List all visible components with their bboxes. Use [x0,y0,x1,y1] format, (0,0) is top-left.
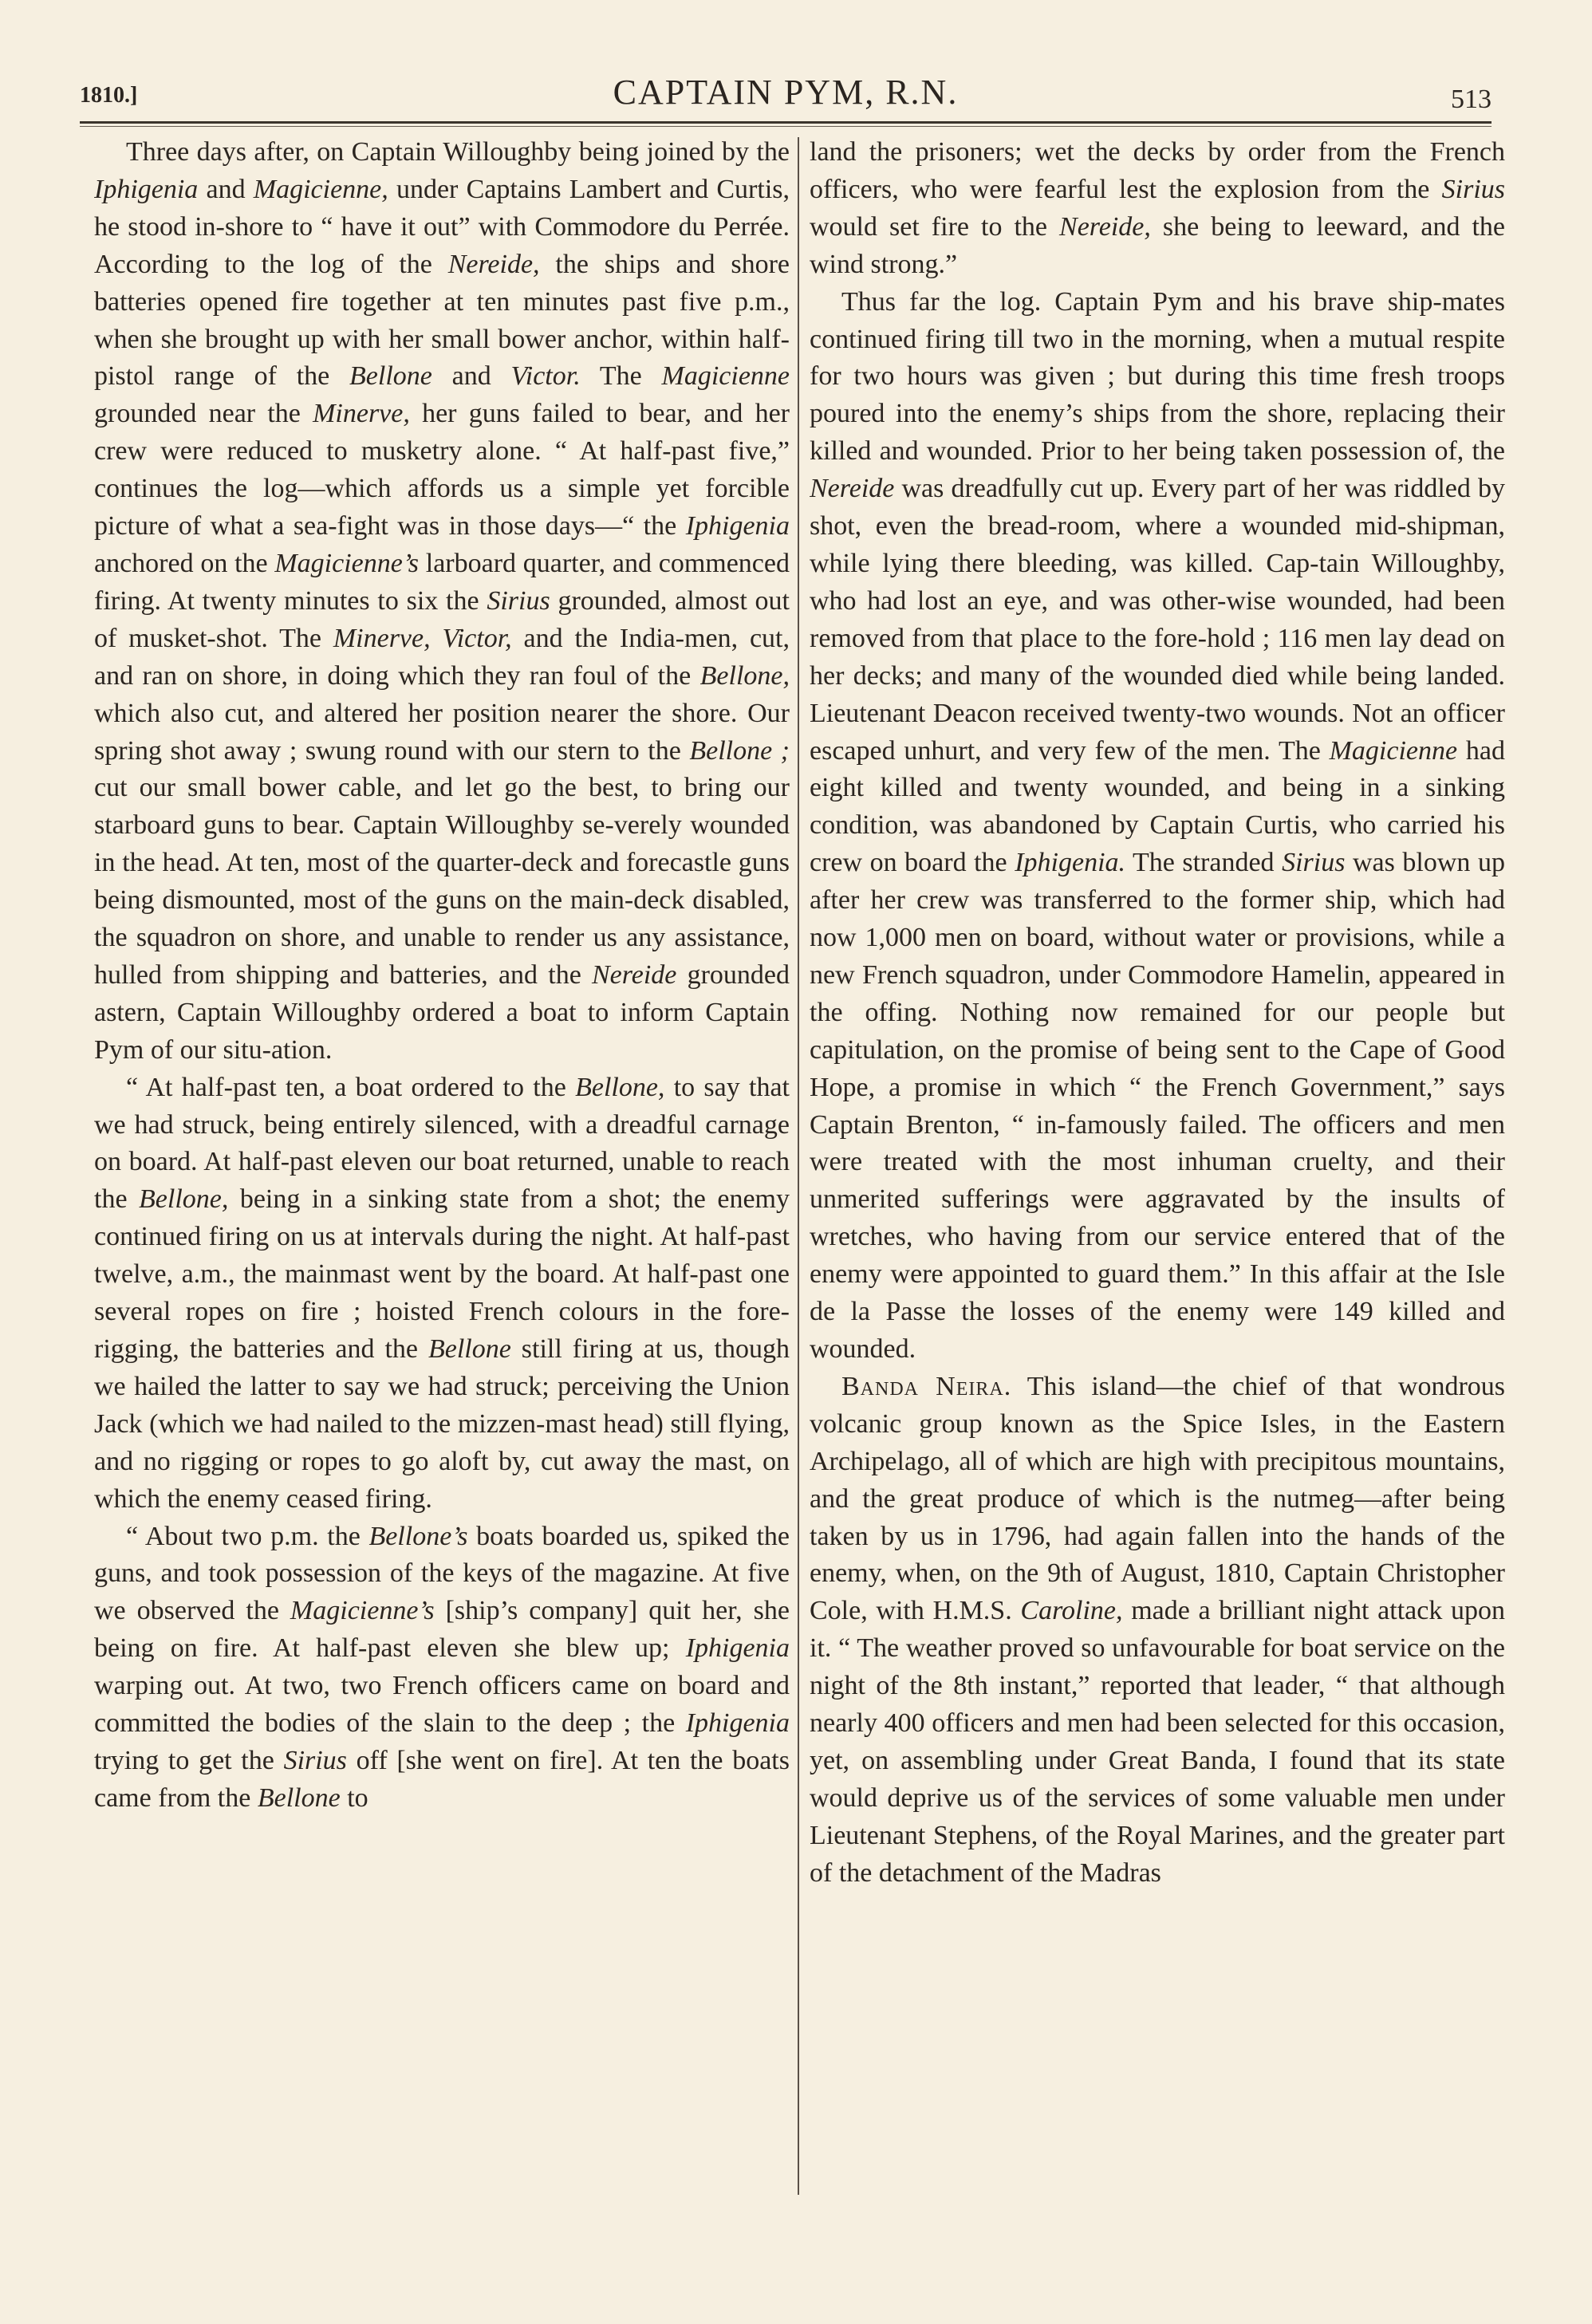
italic-ship-name: Sirius [1282,848,1346,878]
text-run: which also cut, and altered her position nearer the shore. Our spring shot away ; swung round with our stern to the [94,698,790,766]
italic-ship-name: Magicienne’s [274,548,420,578]
italic-ship-name: Sirius [1441,174,1505,204]
italic-ship-name: Nereide, [1059,211,1151,242]
text-run: anchored on the [94,548,275,578]
italic-ship-name: Magicienne [661,361,790,392]
italic-ship-name: Victor, [442,623,512,653]
text-run: [ship’s company] quit her, she being on fire. At half-past eleven she blew up; [94,1596,790,1664]
text-run: and the India-men, cut, and ran on shore, in doing which they ran foul of the [94,623,790,691]
italic-ship-name: Iphigenia [94,174,199,204]
italic-ship-name: Bellone [257,1782,341,1813]
running-header [80,72,1492,120]
italic-ship-name: Magicienne, [253,174,388,204]
italic-ship-name: Minerve, [333,623,431,653]
text-run: The [580,361,662,392]
text-run: the ships and shore batteries opened fire together at ten minutes past five p.m., when she brought up with her small bower anchor, within half-pistol range of the [94,249,790,392]
text-run: being in a sinking state from a shot; the enemy continued firing on us at intervals during the night. At half-past twelve, a.m., the mainmast went by the board. At half-past one several ropes on fire ; hoisted French colours in the fore-rigging, the batteries and the [94,1184,790,1364]
text-run: grounded astern, Captain Willoughby ordered a boat to inform Captain Pym of our situ-ation. [94,959,790,1065]
right-column [810,134,1505,2204]
text-run: “ At half-past ten, a boat ordered to the [126,1072,576,1102]
paragraph [94,134,790,1069]
italic-ship-name: Iphigenia [685,1633,790,1664]
left-column [94,134,790,2204]
column-divider [798,137,799,2195]
text-run: was blown up after her crew was transferred to the former ship, which had now 1,000 men on board, without water or provisions, while a new French squadron, under Commodore Hamelin, appeared in the offing. Nothing now remained for our people but capitulation, on the promise of being sent to the Cape of Good Hope, a promise in which “ the French Government,” says Captain Brenton, “ in-famously failed. The officers and men were treated with the most inhuman cruelty, and their unmerited sufferings were aggravated by the insults of wretches, who having from our service entered that of the enemy were appointed to guard them.” In this affair at the Isle de la Passe the losses of the enemy were 149 killed and wounded. [810,848,1505,1364]
italic-ship-name: Nereide [592,959,677,990]
text-run: her guns failed to bear, and her crew were reduced to musketry alone. “ At half-past five,” continues the log—which affords us a simple yet forcible picture of what a sea-fight was in those days—“ the [94,399,790,542]
text-run: trying to get the [94,1745,284,1775]
page-number: 513 [1451,85,1492,114]
text-run: she being to leeward, and the wind strong.” [810,211,1505,279]
italic-ship-name: Caroline, [1020,1596,1123,1626]
italic-ship-name: Sirius [487,585,550,616]
text-run: still firing at us, though we hailed the latter to say we had struck; perceiving the Union Jack (which we had nailed to the mizzen-mast head) still flying, and no rigging or ropes to go aloft by, cut away the mast, on which the enemy ceased firing. [94,1334,790,1514]
italic-ship-name: Minerve, [313,399,410,429]
italic-ship-name: Magicienne’s [290,1596,435,1626]
header-year: 1810.] [80,83,138,108]
text-run [431,624,443,653]
text-run: The stranded [1125,848,1283,878]
italic-ship-name: Bellone, [575,1072,665,1102]
paragraph [94,1518,790,1818]
text-run: would set fire to the [810,211,1060,242]
text-run: land the prisoners; wet the decks by order from the French officers, who were fearful lest the explosion from the [810,137,1505,204]
italic-ship-name: Bellone [349,361,432,392]
italic-ship-name: Bellone ; [689,735,790,766]
text-run: “ About two p.m. the [126,1521,369,1551]
italic-ship-name: Victor. [510,361,581,392]
text-run: Three days after, on Captain Willoughby being joined by the [126,137,790,167]
italic-ship-name: Bellone [428,1334,511,1364]
header-rule-thin [80,126,1492,127]
text-run: off [she went on fire]. At ten the boats came from the [94,1745,790,1813]
text-run: larboard quarter, and commenced firing. At twenty minutes to six the [94,548,790,616]
italic-ship-name: Bellone, [699,660,790,691]
text-run: cut our small bower cable, and let go the best, to bring our starboard guns to bear. Captain Willoughby se-verely wounded in the head. At ten, most of the quarter-deck and forecastle guns being dismounted, most of the guns on the main-deck disabled, the squadron on shore, and unable to render us any assistance, hulled from shipping and batteries, and the [94,773,790,990]
italic-ship-name: Sirius [283,1745,347,1775]
text-run: made a brilliant night attack upon it. “ The weather proved so unfavourable for boat service on the night of the 8th instant,” reported that leader, “ that although nearly 400 officers and men had been selected for this occasion, yet, on assembling under Great Banda, I found that its state would deprive us of the services of some valuable men under Lieutenant Stephens, of the Royal Marines, and the greater part of the detachment of the Madras [810,1596,1505,1888]
italic-ship-name: Nereide [810,474,895,504]
text-run: Thus far the log. Captain Pym and his brave ship-mates continued firing till two in the morning, when a mutual respite for two hours was given ; but during this time fresh troops poured into the enemy’s ships from the shore, replacing their killed and wounded. Prior to her being taken possession of, the [810,286,1505,467]
text-run: to [340,1782,368,1813]
text-run: had eight killed and twenty wounded, and being in a sinking condition, was abandoned by Captain Curtis, who carried his crew on board the [810,735,1505,878]
text-run: grounded near the [94,399,313,429]
paragraph [810,284,1505,1369]
header-title: CAPTAIN PYM, R.N. [613,73,959,112]
paragraph [810,134,1505,284]
text-run: under Captains Lambert and Curtis, he stood in-shore to “ have it out” with Commodore du Perrée. According to the log of the [94,174,790,279]
italic-ship-name: Magicienne [1329,735,1458,766]
text-run: was dreadfully cut up. Every part of her was riddled by shot, even the bread-room, where a wounded mid-shipman, while lying there bleeding, was killed. Cap-tain Willoughby, who had lost an eye, and was other-wise wounded, had been removed from that place to the fore-hold ; 116 men lay dead on her decks; and many of the wounded died while being landed. Lieutenant Deacon received twenty-two wounds. Not an officer escaped unhurt, and very few of the men. The [810,474,1505,766]
text-run: warping out. At two, two French officers came on board and committed the bodies of the slain to the deep ; the [94,1671,790,1739]
text-run: boats boarded us, spiked the guns, and took possession of the keys of the magazine. At five we observed the [94,1521,790,1626]
text-run: and [198,174,254,204]
italic-ship-name: Bellone’s [368,1521,468,1551]
text-run: and [431,361,511,392]
italic-ship-name: Bellone, [139,1184,229,1215]
italic-ship-name: Iphigenia [685,1708,790,1739]
section-heading: Banda Neira. [841,1371,1012,1401]
text-run: to say that we had struck, being entirely silenced, with a dreadful carnage on board. At half-past eleven our boat returned, unable to reach the [94,1072,790,1215]
paragraph [810,1369,1505,1893]
text-run: This island—the chief of that wondrous volcanic group known as the Spice Isles, in the Eastern Archipelago, all of which are high with precipitous mountains, and the great produce of which is the nutmeg—after being taken by us in 1796, had again fallen into the hands of the enemy, when, on the 9th of August, 1810, Captain Christopher Cole, with H.M.S. [810,1371,1505,1626]
italic-ship-name: Iphigenia [685,511,790,542]
italic-ship-name: Iphigenia. [1015,848,1126,878]
text-run: grounded, almost out of musket-shot. The [94,585,790,653]
header-rule [80,121,1492,124]
paragraph [94,1069,790,1518]
italic-ship-name: Nereide, [447,249,540,279]
